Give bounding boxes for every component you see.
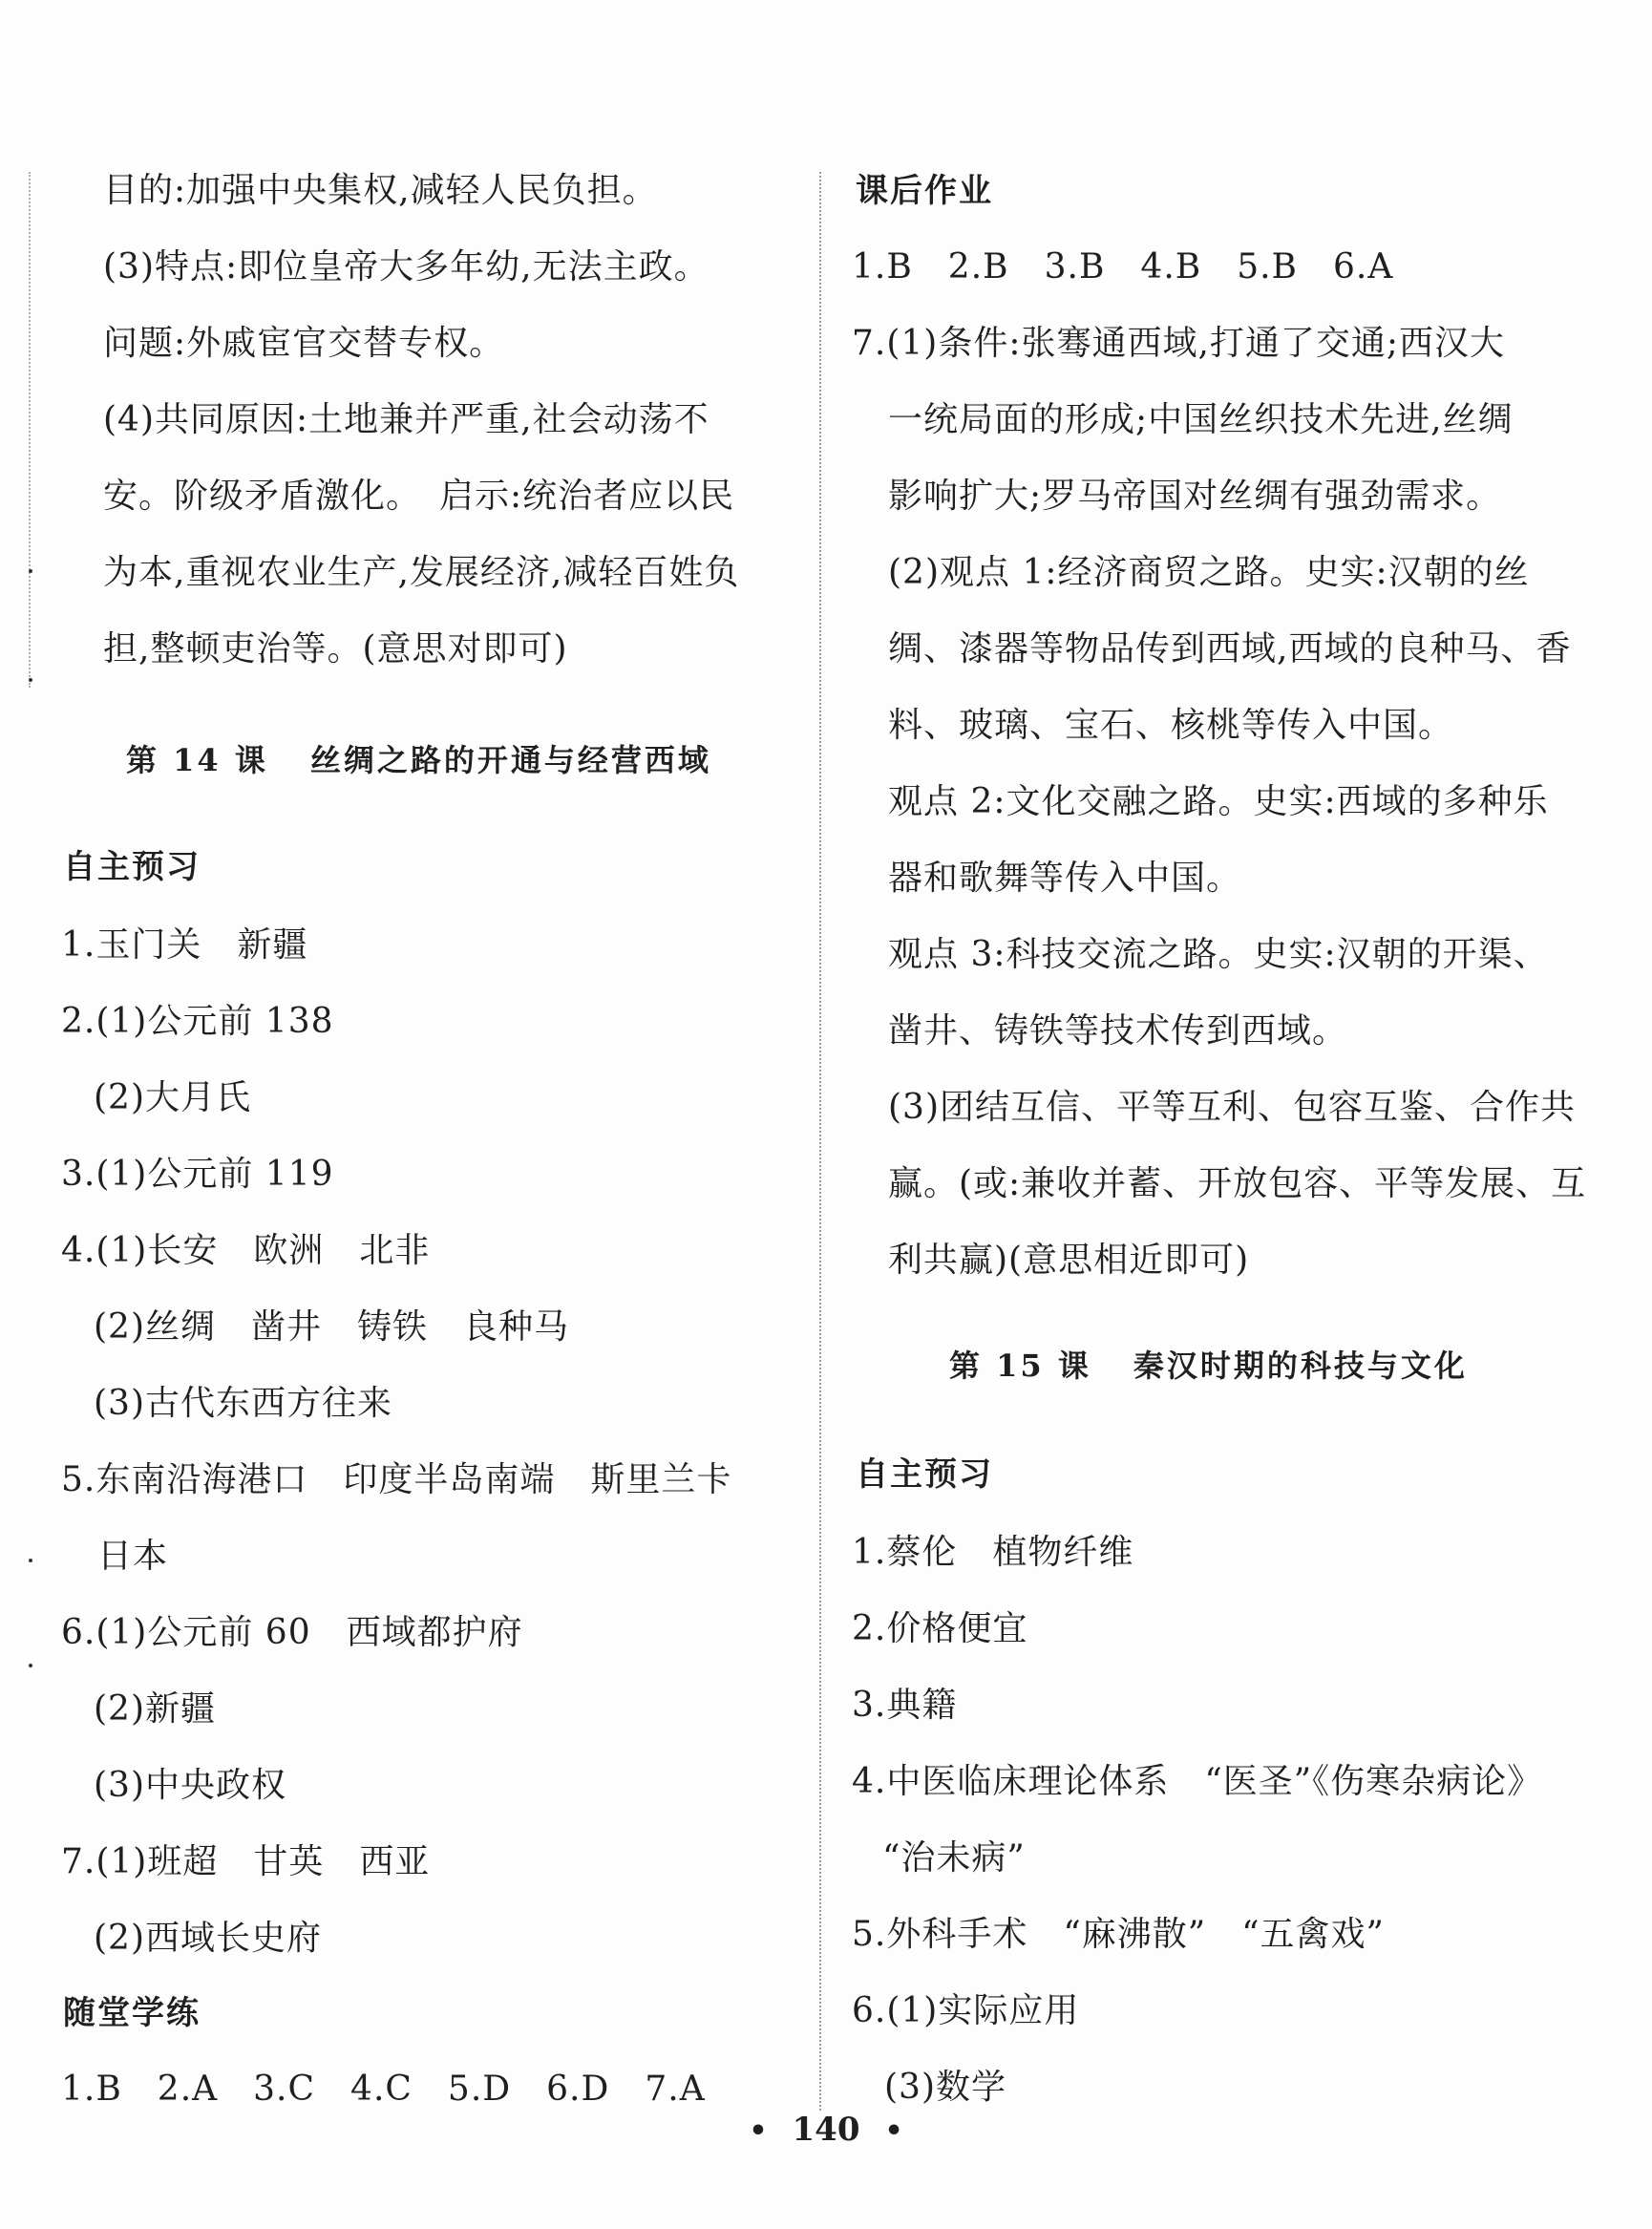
answer-line: (2)西域长史府: [94, 1919, 322, 1958]
margin-mark: [29, 569, 32, 573]
answer-line: “治未病”: [882, 1838, 1026, 1878]
answer-line: (2)新疆: [94, 1689, 216, 1729]
text-line: 目的:加强中央集权,减轻人民负担。: [103, 171, 658, 210]
answer-line: 7.(1)条件:张骞通西域,打通了交通;西汉大: [852, 324, 1506, 363]
lesson-number: 第 14 课: [126, 742, 268, 778]
answer-line: 2.价格便宜: [852, 1609, 1028, 1648]
answer-line: (2)丝绸 凿井 铸铁 良种马: [94, 1307, 569, 1347]
answer-line: 4.中医临床理论体系 “医圣”《伤寒杂病论》: [852, 1762, 1543, 1801]
answer-line: 1.B 2.A 3.C 4.C 5.D 6.D 7.A: [61, 2070, 706, 2109]
lesson-name: 秦汉时期的科技与文化: [1133, 1348, 1468, 1384]
answer-line: 1.B 2.B 3.B 4.B 5.B 6.A: [852, 247, 1394, 287]
bullet-dot: •: [749, 2114, 768, 2148]
answer-line: 利共赢)(意思相近即可): [888, 1241, 1250, 1280]
answer-line: (3)中央政权: [94, 1766, 286, 1805]
lesson-name: 丝绸之路的开通与经营西域: [309, 742, 711, 778]
answer-line: 器和歌舞等传入中国。: [888, 859, 1242, 898]
answer-line: 3.(1)公元前 119: [61, 1155, 334, 1194]
answer-line: 5.东南沿海港口 印度半岛南端 斯里兰卡: [61, 1460, 732, 1499]
text-line: (3)特点:即位皇帝大多年幼,无法主政。: [103, 247, 710, 287]
answer-line: (2)观点 1:经济商贸之路。史实:汉朝的丝: [888, 553, 1530, 592]
answer-line: 6.(1)实际应用: [852, 1991, 1080, 2030]
answer-line: 5.外科手术 “麻沸散” “五禽戏”: [852, 1915, 1385, 1954]
section-heading-preview: 自主预习: [63, 848, 201, 886]
answer-line: 影响扩大;罗马帝国对丝绸有强劲需求。: [888, 477, 1502, 516]
bullet-dot: •: [884, 2114, 903, 2148]
answer-line: (3)团结互信、平等互利、包容互鉴、合作共: [888, 1088, 1576, 1127]
margin-mark: [29, 1559, 32, 1562]
text-line: (4)共同原因:土地兼并严重,社会动荡不: [103, 400, 710, 439]
answer-line: (3)数学: [884, 2068, 1006, 2107]
answer-line: 日本: [97, 1537, 169, 1576]
left-margin-rule: [29, 172, 31, 688]
answer-line: 2.(1)公元前 138: [61, 1002, 334, 1041]
column-divider: [819, 172, 821, 2111]
answer-line: 料、玻璃、宝石、核桃等传入中国。: [888, 706, 1454, 745]
answer-line: 一统局面的形成;中国丝织技术先进,丝绸: [888, 400, 1514, 439]
text-line: 为本,重视农业生产,发展经济,减轻百姓负: [103, 553, 740, 592]
page-number: [0, 2109, 1652, 2153]
lesson-title-15: [949, 1345, 1468, 1387]
answer-line: 观点 3:科技交流之路。史实:汉朝的开渠、: [888, 935, 1549, 974]
answer-line: 观点 2:文化交融之路。史实:西域的多种乐: [888, 782, 1549, 821]
answer-line: (3)古代东西方往来: [94, 1384, 392, 1423]
answer-line: 7.(1)班超 甘英 西亚: [61, 1842, 431, 1881]
answer-line: 3.典籍: [852, 1686, 958, 1725]
answer-line: 4.(1)长安 欧洲 北非: [61, 1231, 431, 1270]
answer-line: 1.玉门关 新疆: [61, 925, 308, 965]
text-line: 担,整顿吏治等。(意思对即可): [103, 629, 568, 669]
answer-line: 凿井、铸铁等技术传到西域。: [888, 1011, 1348, 1051]
answer-line: 1.蔡伦 植物纤维: [852, 1533, 1134, 1572]
lesson-title-14: [126, 739, 711, 781]
text-line: 安。阶级矛盾激化。 启示:统治者应以民: [103, 477, 735, 516]
margin-mark: [29, 678, 32, 682]
answer-line: (2)大月氏: [94, 1078, 251, 1117]
margin-mark: [29, 1664, 32, 1667]
answer-line: 赢。(或:兼收并蓄、开放包容、平等发展、互: [888, 1164, 1587, 1203]
section-heading-practice: 随堂学练: [63, 1994, 201, 2032]
answer-line: 6.(1)公元前 60 西域都护府: [61, 1613, 523, 1652]
section-heading-preview: 自主预习: [856, 1455, 993, 1494]
lesson-number: 第 15 课: [949, 1348, 1091, 1384]
page-number-value: 140: [792, 2111, 860, 2149]
section-heading-homework: 课后作业: [856, 172, 993, 210]
text-line: 问题:外戚宦官交替专权。: [103, 324, 505, 363]
answer-line: 绸、漆器等物品传到西域,西域的良种马、香: [888, 629, 1572, 669]
